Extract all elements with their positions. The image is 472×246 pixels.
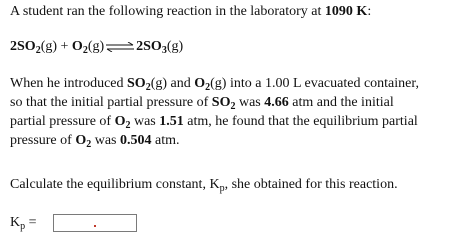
reaction-equation [10,38,183,56]
text-span: was [130,114,160,129]
equilibrium-arrows-icon [105,42,135,52]
product-1-subscript: 3 [161,45,167,56]
answer-label [10,214,37,232]
reactant-1-subscript: 2 [35,45,41,56]
paragraph-line-1 [10,75,419,93]
text-span: atm. [151,133,180,148]
so2-initial-pressure: 4.66 [264,95,289,110]
question-text: Calculate the equilibrium constant, K [10,177,220,192]
intro-line [10,3,371,21]
question-text-end: , she obtained for this reaction. [224,177,398,192]
reactant-1-state: (g) [40,39,58,54]
text-span: pressure of [10,133,76,148]
text-span: atm and the initial [288,95,394,110]
input-caret-dot [94,225,96,227]
text-span: (g) and [150,76,195,91]
text-span: was [91,133,120,148]
text-span: so that the initial partial pressure of [10,95,212,110]
intro-text: A student ran the following reaction in the laboratory at [10,4,325,19]
text-span: (g) into a 1.00 L evacuated container, [210,76,419,91]
text-span: partial pressure of [10,114,115,129]
o2-equilibrium-pressure: 0.504 [119,133,152,148]
question-line [10,176,398,194]
product-1: 2SO [136,39,162,54]
kp-label-subscript: p [20,221,26,232]
plus-sign: + [57,39,72,54]
o2-subscript: 2 [86,139,92,150]
reactant-2: O [71,39,83,54]
kp-subscript: p [219,183,225,194]
reactant-2-state: (g) [87,39,105,54]
o2-formula: O [194,76,206,91]
so2-formula: SO [127,76,146,91]
text-span: When he introduced [10,76,128,91]
so2-subscript: 2 [145,82,151,93]
temperature-value: 1090 K [324,4,368,19]
product-1-state: (g) [166,39,184,54]
o2-subscript: 2 [125,120,131,131]
paragraph-line-3 [10,113,418,131]
o2-subscript: 2 [205,82,211,93]
intro-colon: : [367,4,372,19]
reactant-2-subscript: 2 [82,45,88,56]
so2-formula: SO [211,95,231,110]
paragraph-line-4 [10,132,179,150]
text-span: was [235,95,265,110]
equals-sign: = [25,215,37,230]
kp-answer-input[interactable] [53,214,137,232]
kp-label: K [10,215,21,230]
paragraph-line-2 [10,94,394,112]
so2-subscript: 2 [230,101,236,112]
o2-formula: O [114,114,126,129]
text-span: atm, he found that the equilibrium partial [183,114,418,129]
reactant-1: 2SO [10,39,36,54]
o2-initial-pressure: 1.51 [159,114,184,129]
o2-formula: O [75,133,87,148]
